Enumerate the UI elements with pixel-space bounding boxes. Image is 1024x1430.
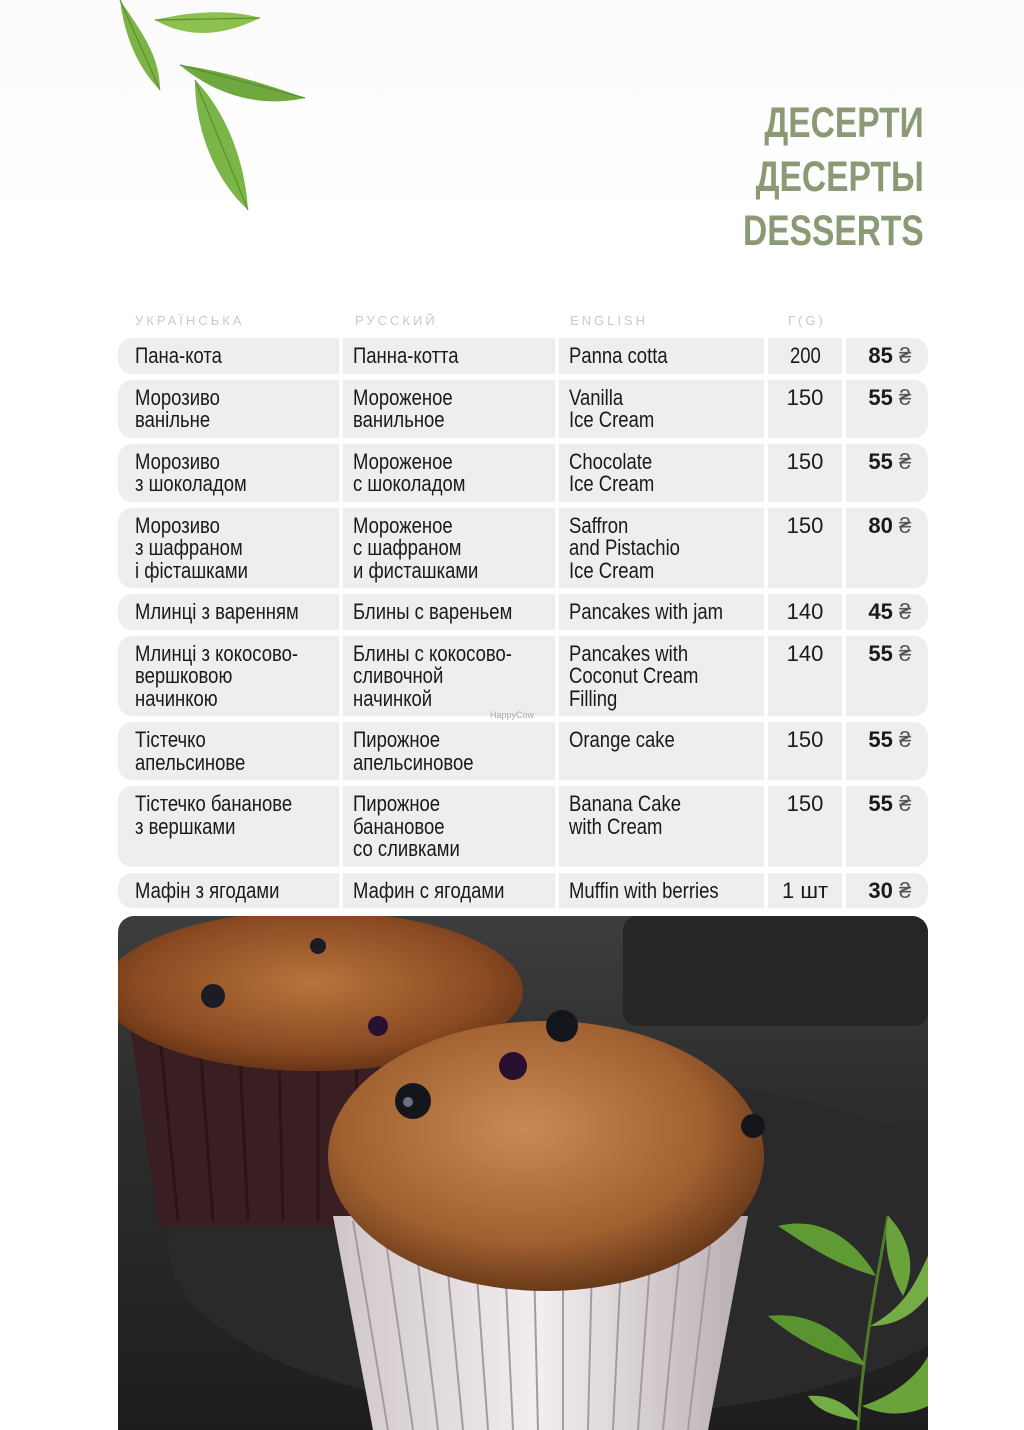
currency-symbol: ₴: [898, 599, 912, 624]
item-name-english: Vanilla Ice Cream: [568, 384, 655, 432]
dessert-menu-table: [118, 338, 928, 914]
item-price: 45: [868, 599, 893, 624]
item-weight: 140: [786, 640, 824, 666]
currency-symbol: ₴: [898, 727, 912, 752]
item-weight: 150: [786, 512, 824, 538]
item-name-english: Panna cotta: [568, 343, 668, 368]
item-price: 80: [868, 512, 893, 538]
item-price: 55: [868, 727, 893, 752]
item-name-english: Saffron and Pistachio Ice Cream: [568, 512, 680, 583]
item-price: 55: [868, 448, 893, 474]
currency-symbol: ₴: [898, 448, 912, 474]
item-name-ukrainian: Тістечко бананове з вершками: [135, 791, 293, 839]
currency-symbol: ₴: [898, 791, 912, 816]
item-name-english: Chocolate Ice Cream: [568, 448, 655, 496]
leaf-decoration-top: [100, 0, 320, 215]
item-name-ukrainian: Морозиво з шоколадом: [135, 448, 247, 496]
item-weight: 140: [786, 599, 824, 624]
item-name-english: Pancakes with Coconut Cream Filling: [568, 640, 699, 711]
item-name-russian: Блины с кокосово- сливочной начинкой: [352, 640, 512, 711]
menu-row: [118, 508, 928, 589]
item-name-russian: Блины с вареньем: [352, 599, 513, 624]
happycow-watermark: HappyCow: [490, 710, 535, 720]
item-weight: 200: [789, 343, 821, 368]
item-price: 55: [868, 640, 893, 666]
item-weight: 150: [786, 384, 824, 410]
item-name-russian: Мафин с ягодами: [352, 877, 505, 903]
item-name-english: Banana Cake with Cream: [568, 791, 681, 839]
menu-row: [118, 594, 928, 630]
menu-row: [118, 786, 928, 867]
item-name-ukrainian: Пана-кота: [135, 343, 222, 368]
menu-title: [692, 96, 924, 258]
currency-symbol: ₴: [898, 877, 912, 903]
currency-symbol: ₴: [898, 512, 912, 538]
menu-row: [118, 636, 928, 717]
item-name-ukrainian: Мафін з ягодами: [135, 877, 280, 903]
column-header-english: ENGLISH: [570, 313, 649, 328]
title-russian: ДЕСЕРТЫ: [755, 153, 924, 201]
column-header-russian: РУССКИЙ: [355, 313, 438, 328]
menu-row: [118, 380, 928, 438]
item-name-russian: Мороженое с шоколадом: [352, 448, 466, 496]
item-name-ukrainian: Тістечко апельсинове: [135, 727, 246, 775]
item-name-ukrainian: Млинці з кокосово- вершковою начинкою: [135, 640, 299, 711]
item-price: 55: [868, 384, 893, 410]
item-name-ukrainian: Млинці з варенням: [135, 599, 299, 624]
item-name-english: Pancakes with jam: [568, 599, 723, 624]
item-price: 55: [868, 791, 893, 816]
column-header-weight: Г(G): [788, 313, 826, 328]
item-name-russian: Панна-котта: [352, 343, 459, 368]
column-header-ukrainian: УКРАЇНСЬКА: [135, 313, 245, 328]
muffin-illustration: [118, 916, 928, 1430]
menu-row: [118, 444, 928, 502]
title-english: DESSERTS: [743, 207, 924, 255]
currency-symbol: ₴: [898, 343, 912, 368]
item-name-english: Muffin with berries: [568, 877, 719, 903]
item-price: 30: [868, 877, 893, 903]
item-name-english: Orange cake: [568, 727, 675, 752]
currency-symbol: ₴: [898, 384, 912, 410]
item-name-ukrainian: Морозиво ванільне: [135, 384, 220, 432]
menu-row: [118, 873, 928, 909]
currency-symbol: ₴: [898, 640, 912, 666]
item-name-ukrainian: Морозиво з шафраном і фісташками: [135, 512, 248, 583]
item-name-russian: Мороженое ванильное: [352, 384, 453, 432]
item-price: 85: [868, 343, 893, 368]
title-ukrainian: ДЕСЕРТИ: [764, 99, 924, 147]
item-name-russian: Пирожное банановое со сливками: [352, 791, 460, 861]
menu-row: [118, 722, 928, 780]
item-name-russian: Пирожное апельсиновое: [352, 727, 474, 775]
item-weight: 150: [786, 448, 824, 474]
item-weight: 150: [786, 727, 824, 752]
menu-row: [118, 338, 928, 374]
item-weight: 150: [786, 791, 824, 816]
item-weight: 1 шт: [781, 877, 829, 903]
muffin-photo: [118, 916, 928, 1430]
item-name-russian: Мороженое с шафраном и фисташками: [352, 512, 479, 583]
